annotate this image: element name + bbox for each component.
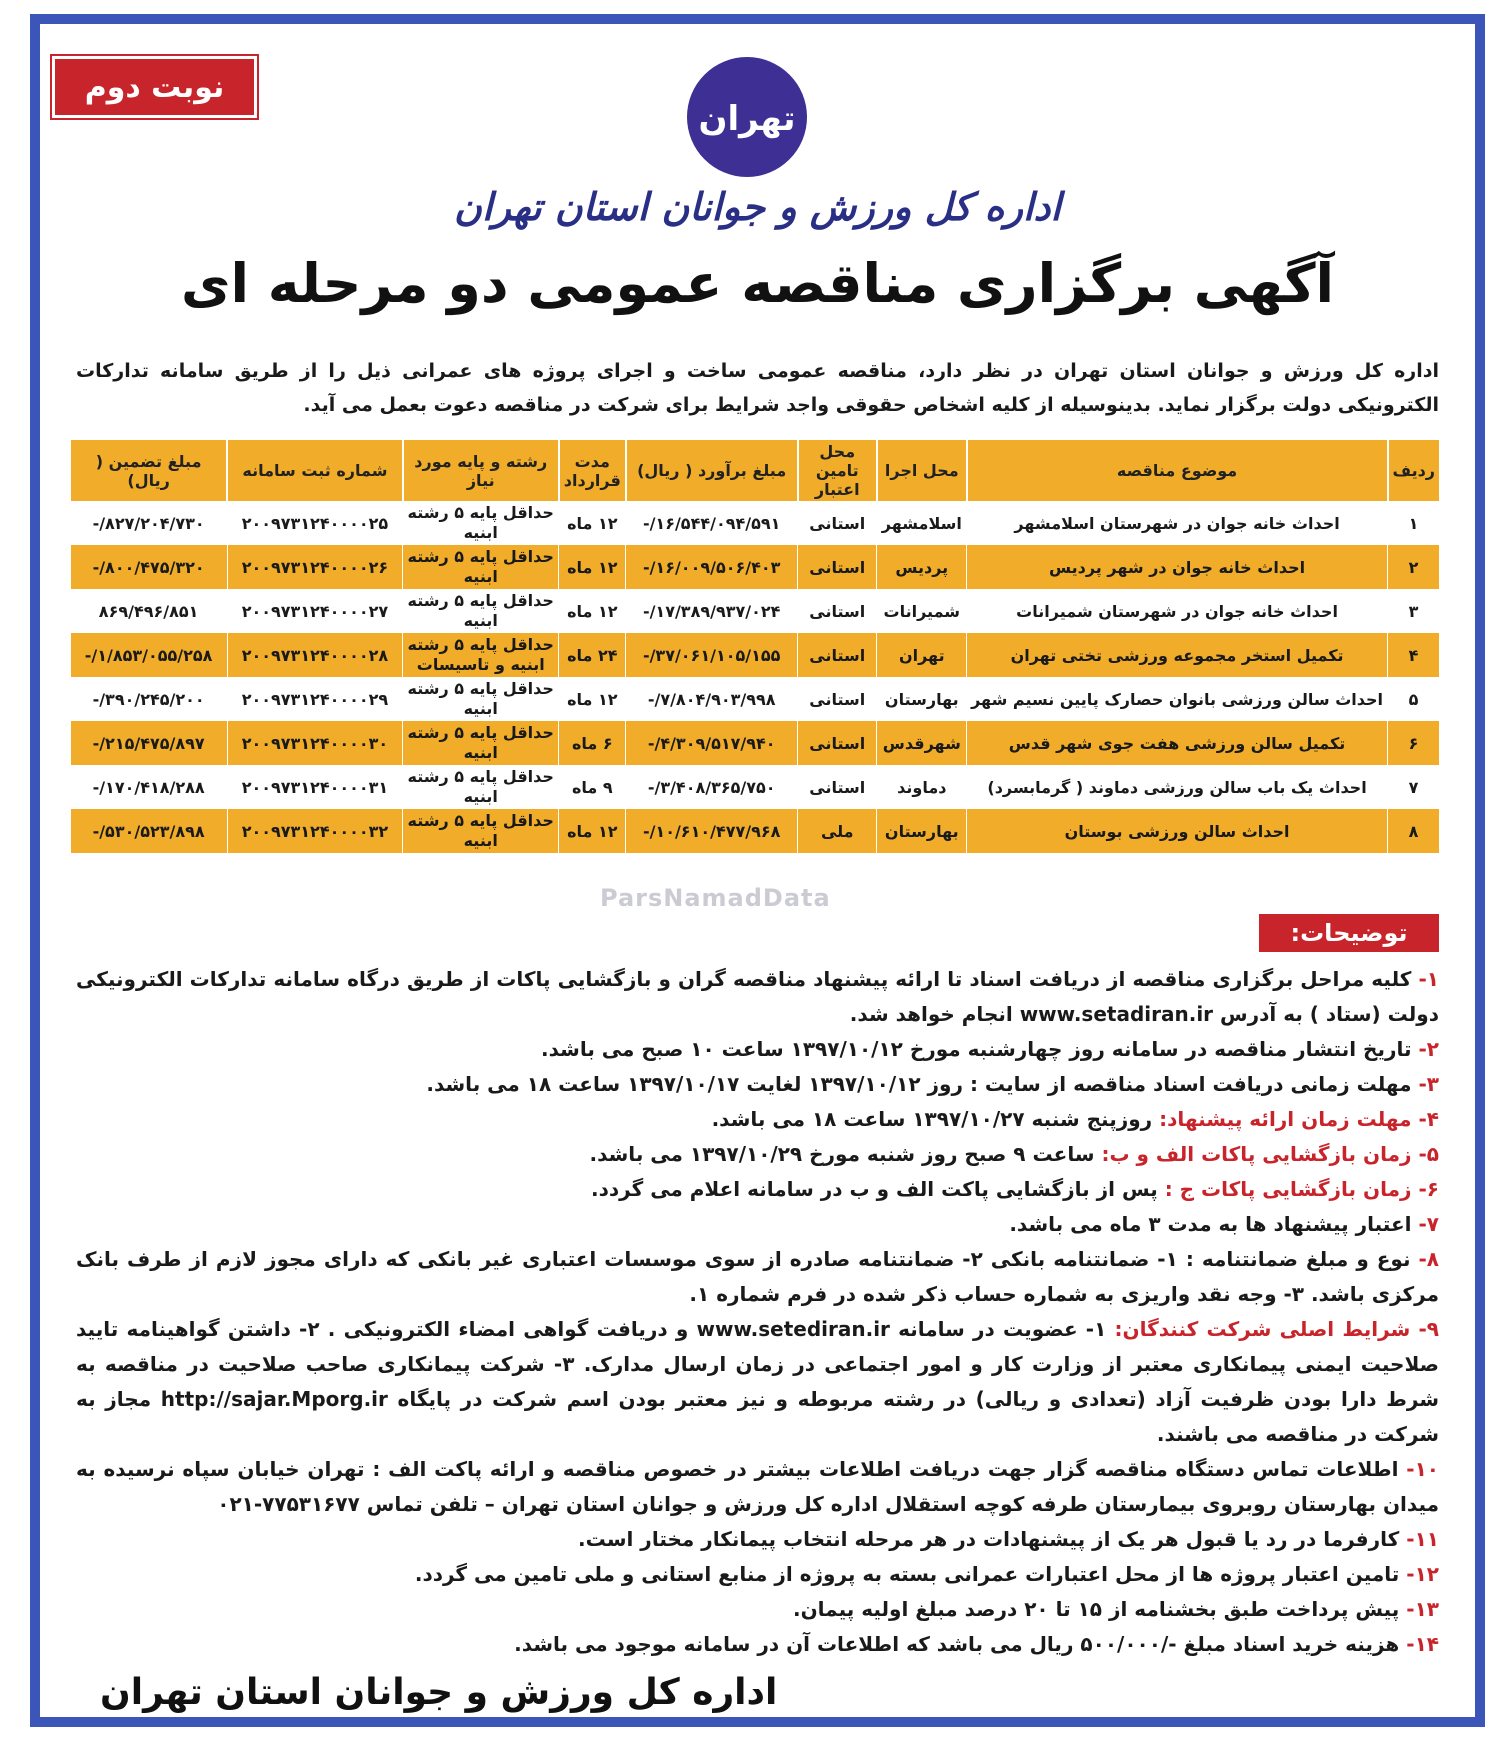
note-text: نوع و مبلغ ضمانتنامه : ۱- ضمانتنامه بانکی ۲- ضمانتنامه صادره از سوی موسسات اعتباری غیر بانکی که دارای مجوز لازم از طرف بانک مرکزی باشد. ۳- وجه نقد واریزی به شماره حساب ذکر شده در فرم شماره ۱. — [76, 1247, 1439, 1306]
estimate-amount: ۳۷/۰۶۱/۱۰۵/۱۵۵/- — [626, 633, 798, 677]
note-item — [76, 1032, 1439, 1067]
column-header: محل تامین اعتبار — [798, 440, 877, 501]
note-number: ۱- — [1418, 967, 1439, 991]
execution-place: اسلامشهر — [877, 501, 967, 545]
tender-subject: تکمیل استخر مجموعه ورزشی تختی تهران — [967, 633, 1388, 677]
column-header: محل اجرا — [877, 440, 967, 501]
note-item — [76, 1522, 1439, 1557]
note-number: ۱۲- — [1406, 1562, 1439, 1586]
tehran-logo-icon — [682, 52, 812, 182]
funding-source: استانی — [798, 677, 877, 721]
estimate-amount: ۴/۳۰۹/۵۱۷/۹۴۰/- — [626, 721, 798, 765]
table-row — [70, 501, 1439, 545]
notes-list — [76, 962, 1439, 1662]
guarantee-amount: ۸۲۷/۲۰۴/۷۳۰/- — [70, 501, 227, 545]
column-header: شماره ثبت سامانه — [227, 440, 403, 501]
registration-number: ۲۰۰۹۷۳۱۲۴۰۰۰۰۲۹ — [227, 677, 403, 721]
registration-number: ۲۰۰۹۷۳۱۲۴۰۰۰۰۲۵ — [227, 501, 403, 545]
row-number: ۶ — [1388, 721, 1439, 765]
note-item — [76, 1557, 1439, 1592]
note-text: اعتبار پیشنهاد ها به مدت ۳ ماه می باشد. — [1009, 1212, 1412, 1236]
note-item — [76, 1102, 1439, 1137]
tender-table — [69, 440, 1439, 853]
page-title: آگهی برگزاری مناقصه عمومی دو مرحله ای — [180, 252, 1335, 315]
funding-source: استانی — [798, 633, 877, 677]
tender-subject: احداث خانه جوان در شهر پردیس — [967, 545, 1388, 589]
note-item — [76, 1172, 1439, 1207]
note-number: ۶- — [1418, 1177, 1439, 1201]
guarantee-amount: ۱۷۰/۴۱۸/۲۸۸/- — [70, 765, 227, 809]
contract-duration: ۱۲ ماه — [559, 545, 626, 589]
table-row — [70, 765, 1439, 809]
row-number: ۲ — [1388, 545, 1439, 589]
funding-source: ملی — [798, 809, 877, 853]
column-header: مدت قرارداد — [559, 440, 626, 501]
note-number: ۱۳- — [1406, 1597, 1439, 1621]
execution-place: تهران — [877, 633, 967, 677]
note-text: تامین اعتبار پروژه ها از محل اعتبارات عمرانی بسته به پروژه از منابع استانی و ملی تامین می گردد. — [414, 1562, 1400, 1586]
tender-subject: احداث یک باب سالن ورزشی دماوند ( گرمابسرد) — [967, 765, 1388, 809]
funding-source: استانی — [798, 765, 877, 809]
note-number: ۹- — [1418, 1317, 1439, 1341]
note-item — [76, 1207, 1439, 1242]
contract-duration: ۲۴ ماه — [559, 633, 626, 677]
table-row — [70, 589, 1439, 633]
execution-place: پردیس — [877, 545, 967, 589]
note-text: تاریخ انتشار مناقصه در سامانه روز چهارشنبه مورخ ۱۳۹۷/۱۰/۱۲ ساعت ۱۰ صبح می باشد. — [541, 1037, 1412, 1061]
execution-place: شمیرانات — [877, 589, 967, 633]
watermark-text: ParsNamadData — [600, 884, 831, 912]
note-number: ۲- — [1418, 1037, 1439, 1061]
ad-frame — [30, 14, 1485, 1727]
tender-subject: تکمیل سالن ورزشی هفت جوی شهر قدس — [967, 721, 1388, 765]
required-grade: حداقل پایه ۵ رشته ابنیه — [403, 545, 559, 589]
estimate-amount: ۳/۴۰۸/۳۶۵/۷۵۰/- — [626, 765, 798, 809]
note-text: ساعت ۹ صبح روز شنبه مورخ ۱۳۹۷/۱۰/۲۹ می باشد. — [589, 1142, 1095, 1166]
note-item — [76, 1452, 1439, 1522]
note-number: ۷- — [1418, 1212, 1439, 1236]
row-number: ۷ — [1388, 765, 1439, 809]
row-number: ۴ — [1388, 633, 1439, 677]
registration-number: ۲۰۰۹۷۳۱۲۴۰۰۰۰۲۶ — [227, 545, 403, 589]
contract-duration: ۱۲ ماه — [559, 501, 626, 545]
note-item — [76, 1242, 1439, 1312]
note-text: پیش پرداخت طبق بخشنامه از ۱۵ تا ۲۰ درصد مبلغ اولیه پیمان. — [792, 1597, 1400, 1621]
tender-subject: احداث خانه جوان در شهرستان شمیرانات — [967, 589, 1388, 633]
table-row — [70, 677, 1439, 721]
note-item — [76, 1137, 1439, 1172]
funding-source: استانی — [798, 589, 877, 633]
estimate-amount: ۱۰/۶۱۰/۴۷۷/۹۶۸/- — [626, 809, 798, 853]
table-header-row — [70, 440, 1439, 501]
note-text: پس از بازگشایی پاکت الف و ب در سامانه اعلام می گردد. — [591, 1177, 1158, 1201]
column-header: مبلغ تضمین ( ریال) — [70, 440, 227, 501]
guarantee-amount: ۸۰۰/۴۷۵/۳۲۰/- — [70, 545, 227, 589]
note-number: ۱۰- — [1406, 1457, 1439, 1481]
note-label: مهلت زمان ارائه پیشنهاد: — [1159, 1107, 1412, 1131]
table-body — [70, 501, 1439, 853]
contract-duration: ۱۲ ماه — [559, 677, 626, 721]
guarantee-amount: ۸۶۹/۴۹۶/۸۵۱ — [70, 589, 227, 633]
registration-number: ۲۰۰۹۷۳۱۲۴۰۰۰۰۲۸ — [227, 633, 403, 677]
logo-text: تهران — [698, 99, 796, 139]
note-label: زمان بازگشایی پاکات ج : — [1164, 1177, 1412, 1201]
table-row — [70, 633, 1439, 677]
tender-subject: احداث سالن ورزشی بوستان — [967, 809, 1388, 853]
funding-source: استانی — [798, 721, 877, 765]
guarantee-amount: ۳۹۰/۲۴۵/۲۰۰/- — [70, 677, 227, 721]
contract-duration: ۱۲ ماه — [559, 589, 626, 633]
contract-duration: ۹ ماه — [559, 765, 626, 809]
intro-paragraph: اداره کل ورزش و جوانان استان تهران در نظر دارد، مناقصه عمومی ساخت و اجرای پروژه های عمرانی ذیل را از طریق سامانه تدارکات الکترونیکی دولت برگزار نماید. بدینوسیله از کلیه اشخاص حقوقی واجد شرایط برای شرکت در مناقصه دعوت بعمل می آید. — [76, 360, 1439, 416]
funding-source: استانی — [798, 545, 877, 589]
required-grade: حداقل پایه ۵ رشته ابنیه — [403, 589, 559, 633]
note-item — [76, 962, 1439, 1032]
registration-number: ۲۰۰۹۷۳۱۲۴۰۰۰۰۲۷ — [227, 589, 403, 633]
organization-name: اداره کل ورزش و جوانان استان تهران — [454, 184, 1061, 229]
tender-subject: احداث خانه جوان در شهرستان اسلامشهر — [967, 501, 1388, 545]
row-number: ۸ — [1388, 809, 1439, 853]
guarantee-amount: ۵۳۰/۵۲۳/۸۹۸/- — [70, 809, 227, 853]
registration-number: ۲۰۰۹۷۳۱۲۴۰۰۰۰۳۱ — [227, 765, 403, 809]
footer-signature: اداره کل ورزش و جوانان استان تهران — [100, 1672, 778, 1713]
table-row — [70, 809, 1439, 853]
contract-duration: ۱۲ ماه — [559, 809, 626, 853]
tender-subject: احداث سالن ورزشی بانوان حصارک پایین نسیم شهر — [967, 677, 1388, 721]
execution-place: بهارستان — [877, 809, 967, 853]
row-number: ۱ — [1388, 501, 1439, 545]
estimate-amount: ۱۶/۵۴۴/۰۹۴/۵۹۱/- — [626, 501, 798, 545]
note-number: ۱۱- — [1406, 1527, 1439, 1551]
note-label: زمان بازگشایی پاکات الف و ب: — [1101, 1142, 1412, 1166]
required-grade: حداقل پایه ۵ رشته ابنیه — [403, 501, 559, 545]
note-text: کارفرما در رد یا قبول هر یک از پیشنهادات در هر مرحله انتخاب پیمانکار مختار است. — [578, 1527, 1400, 1551]
note-text: هزینه خرید اسناد مبلغ -/۵۰۰/۰۰۰ ریال می باشد که اطلاعات آن در سامانه موجود می باشد. — [514, 1632, 1400, 1656]
estimate-amount: ۷/۸۰۴/۹۰۳/۹۹۸/- — [626, 677, 798, 721]
round-badge: نوبت دوم — [52, 56, 257, 118]
execution-place: بهارستان — [877, 677, 967, 721]
note-text: اطلاعات تماس دستگاه مناقصه گزار جهت دریافت اطلاعات بیشتر در خصوص مناقصه و ارائه پاکت الف : تهران خیابان سپاه نرسیده به میدان بهارستان روبروی بیمارستان طرفه کوچه استقلال اداره کل ورزش و جوانان استان تهران – تلفن تماس ۷۷۵۳۱۶۷۷-۰۲۱ — [76, 1457, 1439, 1516]
note-item — [76, 1067, 1439, 1102]
estimate-amount: ۱۷/۳۸۹/۹۳۷/۰۲۴/- — [626, 589, 798, 633]
note-text: ۱- عضویت در سامانه www.setediran.ir و دریافت گواهی امضاء الکترونیکی . ۲- داشتن گواهینامه تایید صلاحیت ایمنی پیمانکاری معتبر از وزارت کار و امور اجتماعی در زمان ارسال مدارک. ۳- شرکت پیمانکاری صاحب صلاحیت در مناقصه به شرط دارا بودن ظرفیت آزاد (تعدادی و ریالی) در رشته مربوطه و نیز معتبر بودن اسم شرکت در پایگاه http://sajar.Mporg.ir مجاز به شرکت در مناقصه می باشند. — [76, 1317, 1439, 1446]
required-grade: حداقل پایه ۵ رشته ابنیه — [403, 721, 559, 765]
table-row — [70, 545, 1439, 589]
row-number: ۳ — [1388, 589, 1439, 633]
note-item — [76, 1312, 1439, 1452]
registration-number: ۲۰۰۹۷۳۱۲۴۰۰۰۰۳۲ — [227, 809, 403, 853]
note-item — [76, 1627, 1439, 1662]
required-grade: حداقل پایه ۵ رشته ابنیه — [403, 765, 559, 809]
column-header: موضوع مناقصه — [967, 440, 1388, 501]
column-header: مبلغ برآورد ( ریال) — [626, 440, 798, 501]
note-text: مهلت زمانی دریافت اسناد مناقصه از سایت : روز ۱۳۹۷/۱۰/۱۲ لغایت ۱۳۹۷/۱۰/۱۷ ساعت ۱۸ می باشد. — [426, 1072, 1412, 1096]
note-item — [76, 1592, 1439, 1627]
required-grade: حداقل پایه ۵ رشته ابنیه و تاسیسات — [403, 633, 559, 677]
guarantee-amount: ۱/۸۵۳/۰۵۵/۲۵۸/- — [70, 633, 227, 677]
required-grade: حداقل پایه ۵ رشته ابنیه — [403, 809, 559, 853]
notes-title: توضیحات: — [1259, 914, 1439, 952]
registration-number: ۲۰۰۹۷۳۱۲۴۰۰۰۰۳۰ — [227, 721, 403, 765]
note-text: روزپنج شنبه ۱۳۹۷/۱۰/۲۷ ساعت ۱۸ می باشد. — [711, 1107, 1153, 1131]
column-header: ردیف — [1388, 440, 1439, 501]
funding-source: استانی — [798, 501, 877, 545]
estimate-amount: ۱۶/۰۰۹/۵۰۶/۴۰۳/- — [626, 545, 798, 589]
column-header: رشته و پایه مورد نیاز — [403, 440, 559, 501]
contract-duration: ۶ ماه — [559, 721, 626, 765]
note-number: ۱۴- — [1406, 1632, 1439, 1656]
required-grade: حداقل پایه ۵ رشته ابنیه — [403, 677, 559, 721]
note-number: ۳- — [1418, 1072, 1439, 1096]
note-number: ۴- — [1418, 1107, 1439, 1131]
note-number: ۸- — [1418, 1247, 1440, 1271]
execution-place: دماوند — [877, 765, 967, 809]
note-text: کلیه مراحل برگزاری مناقصه از دریافت اسناد تا ارائه پیشنهاد مناقصه گران و بازگشایی پاکات از طریق درگاه سامانه تدارکات الکترونیکی دولت (ستاد ) به آدرس www.setadiran.ir انجام خواهد شد. — [76, 967, 1439, 1026]
table-row — [70, 721, 1439, 765]
row-number: ۵ — [1388, 677, 1439, 721]
execution-place: شهرقدس — [877, 721, 967, 765]
guarantee-amount: ۲۱۵/۴۷۵/۸۹۷/- — [70, 721, 227, 765]
note-label: شرایط اصلی شرکت کنندگان: — [1114, 1317, 1411, 1341]
note-number: ۵- — [1418, 1142, 1439, 1166]
